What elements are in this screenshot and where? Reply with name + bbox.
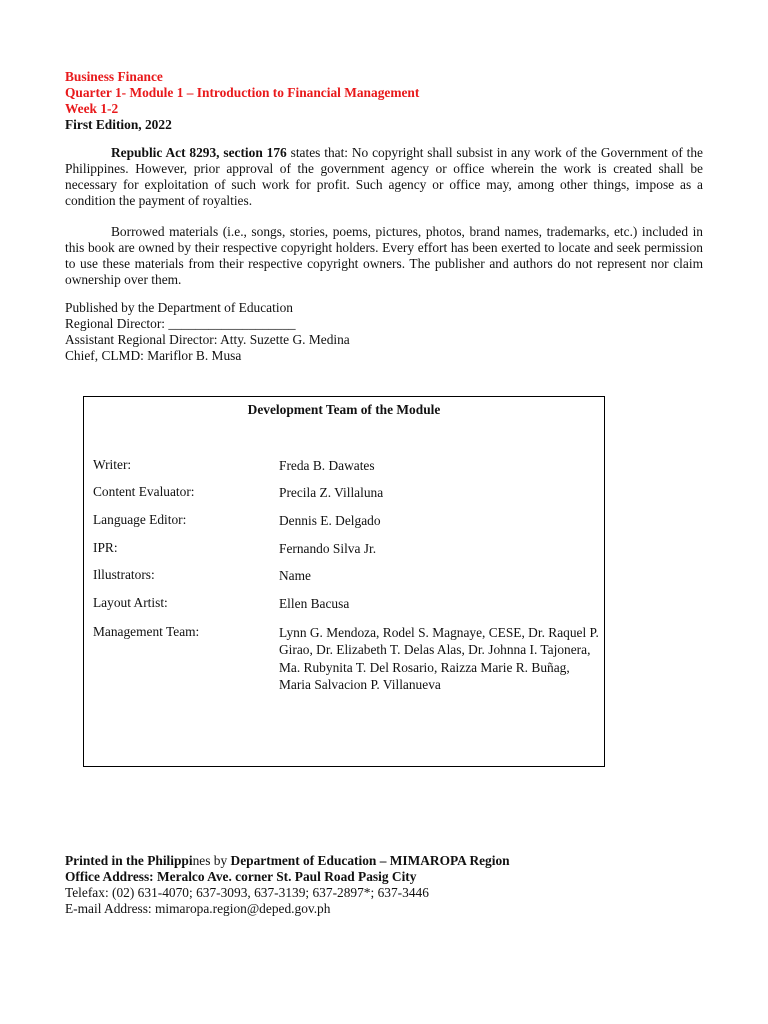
subject-title: Business Finance [65, 69, 163, 84]
chief-clmd: Chief, CLMD: Mariflor B. Musa [65, 348, 242, 363]
law-title: Republic Act 8293, section 176 [111, 145, 287, 160]
printed-bold-2: Department of Education – MIMAROPA Region [230, 853, 510, 868]
team-name: Precila Z. Villaluna [279, 485, 384, 500]
published-by: Published by the Department of Education [65, 300, 293, 315]
edition-label: First Edition, 2022 [65, 117, 172, 132]
assistant-regional-director: Assistant Regional Director: Atty. Suzette G. Medina [65, 332, 350, 347]
team-role: Management Team: [93, 624, 200, 639]
law-text: states that: No copyright shall subsist in any work of the Government of the Philippines. However, prior approval of the government agency or office wherein the work is created shall be necessary for exploitation of such work for profit. Such agency or office may, among other things, impose as a condition the payment of royalties. [65, 145, 703, 208]
team-name: Fernando Silva Jr. [279, 541, 377, 556]
printed-normal: nes by [192, 853, 231, 868]
module-header [65, 69, 703, 133]
team-name: Freda B. Dawates [279, 458, 375, 473]
team-name: Ellen Bacusa [279, 596, 350, 611]
printed-bold-1: Printed in the Philippi [65, 853, 193, 868]
module-title: Quarter 1- Module 1 – Introduction to Financial Management [65, 85, 420, 100]
team-name: Lynn G. Mendoza, Rodel S. Magnaye, CESE, Dr. Raquel P. Girao, Dr. Elizabeth T. Delas Alas, Dr. Johnna I. Tajonera, Ma. Rubynita T. Del Rosario, Raizza Marie R. Buñag, Maria Salvacion P. Villanueva [279, 625, 599, 693]
team-role: Content Evaluator: [93, 484, 195, 499]
team-title: Development Team of the Module [247, 402, 441, 417]
team-name: Dennis E. Delgado [279, 513, 381, 528]
team-role: Layout Artist: [93, 595, 168, 610]
team-role: Illustrators: [93, 567, 155, 582]
development-team-box [83, 396, 605, 767]
team-role: Writer: [93, 457, 132, 472]
telefax: Telefax: (02) 631-4070; 637-3093, 637-3139; 637-2897*; 637-3446 [65, 885, 429, 900]
team-role: IPR: [93, 540, 118, 555]
printed-in-line [65, 853, 703, 869]
borrowed-text: Borrowed materials (i.e., songs, stories, poems, pictures, photos, brand names, trademarks, etc.) included in this book are owned by their respective copyright holders. Every effort has been exerted to locate and seek permission to use these materials from their respective copyright owners. The publisher and authors do not represent nor claim ownership over them. [65, 224, 703, 287]
publisher-info [65, 300, 703, 364]
regional-director: Regional Director: ___________________ [65, 316, 296, 331]
email-address: E-mail Address: mimaropa.region@deped.gov.ph [65, 901, 331, 916]
week-label: Week 1-2 [65, 101, 119, 116]
copyright-paragraph [65, 145, 703, 209]
office-address: Office Address: Meralco Ave. corner St. Paul Road Pasig City [65, 869, 417, 884]
team-role: Language Editor: [93, 512, 187, 527]
printer-footer [65, 853, 703, 917]
team-name: Name [279, 568, 311, 583]
borrowed-materials-paragraph [65, 224, 703, 288]
